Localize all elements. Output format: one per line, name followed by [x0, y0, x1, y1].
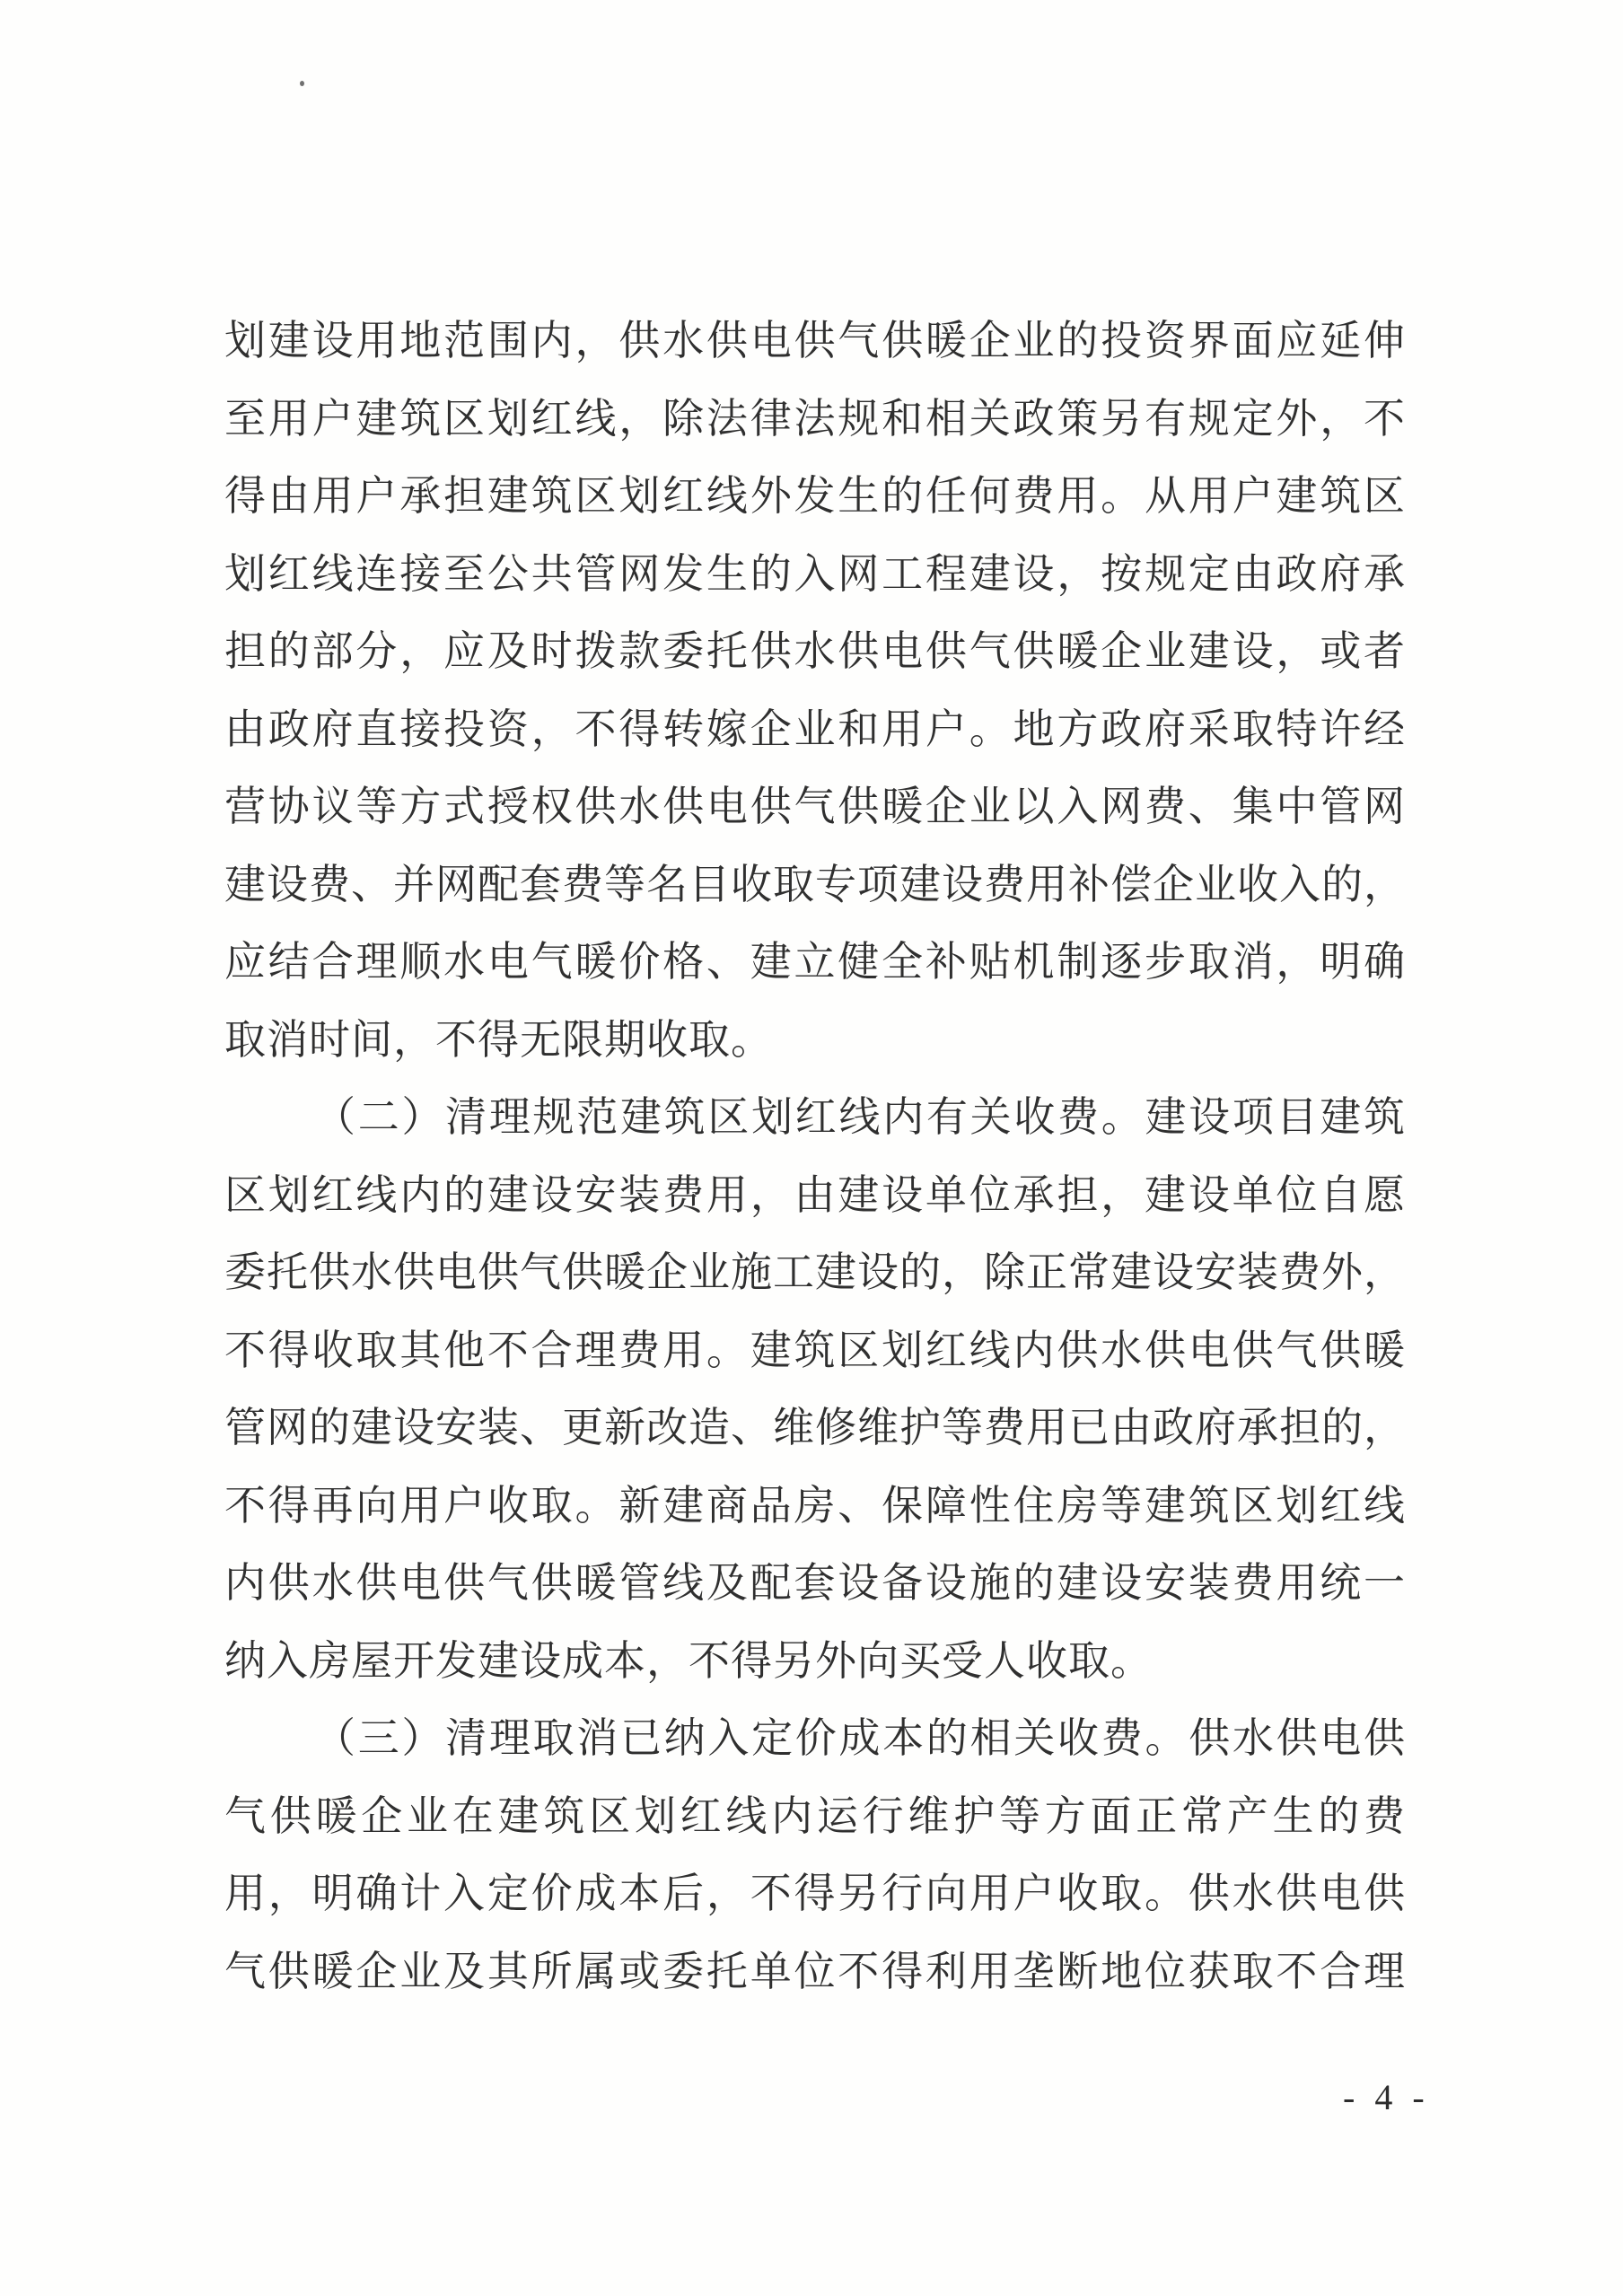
text-line: 划建设用地范围内，供水供电供气供暖企业的投资界面应延伸: [224, 318, 1406, 364]
text-line: 纳入房屋开发建设成本，不得另外向买受人收取。: [224, 1637, 1153, 1684]
text-line: 营协议等方式授权供水供电供气供暖企业以入网费、集中管网: [224, 784, 1406, 829]
text-line: 不得收取其他不合理费用。建筑区划红线内供水供电供气供暖: [224, 1327, 1406, 1373]
text-line: 用，明确计入定价成本后，不得另行向用户收取。供水供电供: [224, 1871, 1406, 1916]
text-line: 气供暖企业在建筑区划红线内运行维护等方面正常产生的费: [224, 1792, 1406, 1839]
text-line: 建设费、并网配套费等名目收取专项建设费用补偿企业收入的，: [224, 861, 1406, 907]
document-body: [224, 302, 1406, 2011]
page-number: - 4 -: [1343, 2077, 1430, 2117]
text-line: 取消时间，不得无限期收取。: [224, 1016, 773, 1063]
text-line: 划红线连接至公共管网发生的入网工程建设，按规定由政府承: [224, 550, 1406, 597]
text-line: 管网的建设安装、更新改造、维修维护等费用已由政府承担的，: [224, 1405, 1406, 1450]
text-line: 内供水供电供气供暖管线及配套设备设施的建设安装费用统一: [224, 1560, 1406, 1606]
text-line: 由政府直接投资，不得转嫁企业和用户。地方政府采取特许经: [224, 705, 1406, 752]
text-line: 委托供水供电供气供暖企业施工建设的，除正常建设安装费外，: [224, 1249, 1406, 1295]
scan-artifact-dot: [300, 81, 304, 86]
text-line: 应结合理顺水电气暖价格、建立健全补贴机制逐步取消，明确: [224, 939, 1406, 985]
text-line: 不得再向用户收取。新建商品房、保障性住房等建筑区划红线: [224, 1482, 1406, 1529]
text-line: （三）清理取消已纳入定价成本的相关收费。供水供电供: [314, 1715, 1406, 1761]
text-line: 区划红线内的建设安装费用，由建设单位承担，建设单位自愿: [224, 1171, 1406, 1218]
text-line: 得由用户承担建筑区划红线外发生的任何费用。从用户建筑区: [224, 473, 1406, 519]
text-line: 气供暖企业及其所属或委托单位不得利用垄断地位获取不合理: [224, 1948, 1406, 1994]
text-line: 担的部分，应及时拨款委托供水供电供气供暖企业建设，或者: [224, 628, 1406, 674]
text-line: 至用户建筑区划红线，除法律法规和相关政策另有规定外，不: [224, 395, 1406, 442]
text-line: （二）清理规范建筑区划红线内有关收费。建设项目建筑: [314, 1094, 1406, 1140]
